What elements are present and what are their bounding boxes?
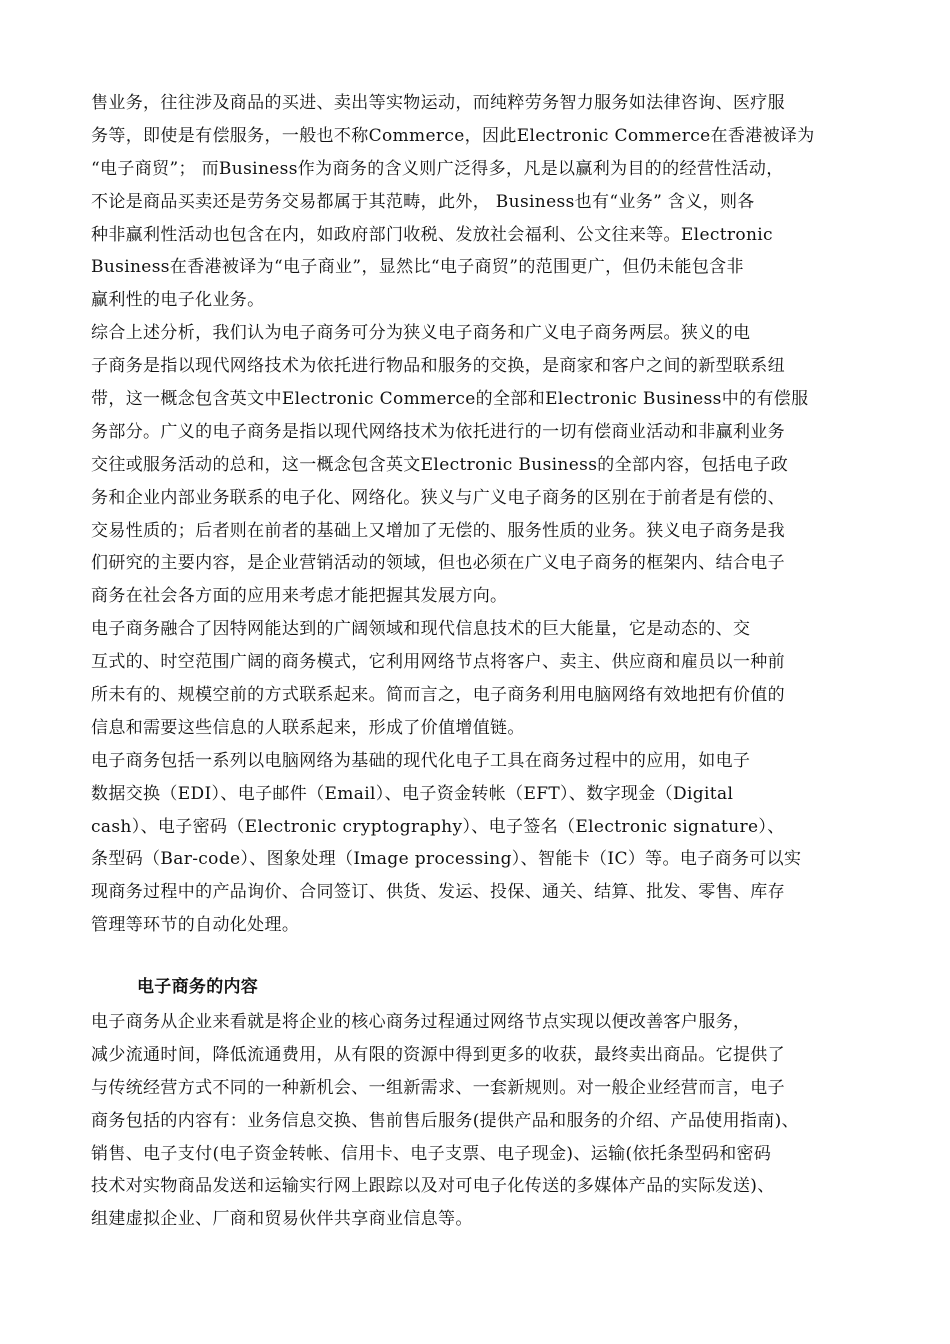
text-line: 减少流通时间，降低流通费用，从有限的资源中得到更多的收获，最终卖出商品。它提供了	[91, 1044, 785, 1065]
text-line: 现商务过程中的产品询价、合同签订、供货、发运、投保、通关、结算、批发、零售、库存	[91, 882, 785, 903]
text-line: 与传统经营方式不同的一种新机会、一组新需求、一套新规则。对一般企业经营而言，电子	[91, 1077, 785, 1098]
text-line: 商务包括的内容有：业务信息交换、售前售后服务(提供产品和服务的介绍、产品使用指南)、	[91, 1110, 799, 1131]
text-line: 组建虚拟企业、厂商和贸易伙伴共享商业信息等。	[91, 1209, 473, 1230]
text-line: 数据交换（EDI）、电子邮件（Email）、电子资金转帐（EFT）、数字现金（Digital	[91, 783, 734, 804]
text-line: 务部分。广义的电子商务是指以现代网络技术为依托进行的一切有偿商业活动和非赢利业务	[91, 421, 785, 442]
text-line: 条型码（Bar-code）、图象处理（Image processing）、智能卡（IC）等。电子商务可以实	[91, 849, 802, 870]
section-heading: 电子商务的内容	[137, 977, 259, 997]
text-line: 们研究的主要内容，是企业营销活动的领域，但也必须在广义电子商务的框架内、结合电子	[91, 553, 785, 574]
text-line: 电子商务融合了因特网能达到的广阔领域和现代信息技术的巨大能量，它是动态的、交	[91, 619, 751, 640]
text-line: 互式的、时空范围广阔的商务模式，它利用网络节点将客户、卖主、供应商和雇员以一种前	[91, 652, 785, 673]
text-line: 售业务，往往涉及商品的买进、卖出等实物运动，而纯粹劳务智力服务如法律咨询、医疗服	[91, 93, 785, 113]
text-line: 种非赢利性活动也包含在内，如政府部门收税、发放社会福利、公文往来等。Electronic	[91, 224, 773, 245]
text-line: 综合上述分析，我们认为电子商务可分为狭义电子商务和广义电子商务两层。狭义的电	[91, 323, 751, 344]
text-line: 交往或服务活动的总和，这一概念包含英文Electronic Business的全部内容，包括电子政	[91, 454, 789, 475]
text-line: 子商务是指以现代网络技术为依托进行物品和服务的交换，是商家和客户之间的新型联系纽	[91, 356, 785, 377]
text-line: 电子商务从企业来看就是将企业的核心商务过程通过网络节点实现以便改善客户服务，	[91, 1012, 751, 1032]
text-line: 信息和需要这些信息的人联系起来，形成了价值增值链。	[91, 717, 525, 738]
text-line: 管理等环节的自动化处理。	[91, 915, 300, 936]
body-text-section-2	[91, 1006, 861, 1236]
text-line: “电子商贸”； 而Business作为商务的含义则广泛得多，凡是以赢利为目的的经营性活动，	[91, 158, 784, 179]
text-line: 所未有的、规模空前的方式联系起来。简而言之，电子商务利用电脑网络有效地把有价值的	[91, 685, 785, 706]
text-line: 务等，即使是有偿服务，一般也不称Commerce，因此Electronic Commerce在香港被译为	[91, 125, 815, 146]
text-line: 交易性质的；后者则在前者的基础上又增加了无偿的、服务性质的业务。狭义电子商务是我	[91, 520, 785, 541]
text-line: 赢利性的电子化业务。	[91, 290, 265, 311]
text-line: 务和企业内部业务联系的电子化、网络化。狭义与广义电子商务的区别在于前者是有偿的、	[91, 487, 785, 508]
text-line: cash）、电子密码（Electronic cryptography）、电子签名（Electronic signature）、	[91, 816, 785, 837]
text-line: 不论是商品买卖还是劳务交易都属于其范畴，此外， Business也有“业务” 含义，则各	[91, 191, 755, 212]
text-line: 带，这一概念包含英文中Electronic Commerce的全部和Electronic Business中的有偿服	[91, 389, 809, 410]
text-line: 商务在社会各方面的应用来考虑才能把握其发展方向。	[91, 586, 508, 607]
text-line: Business在香港被译为“电子商业”，显然比“电子商贸”的范围更广，但仍未能包含非	[91, 257, 744, 278]
text-line: 电子商务包括一系列以电脑网络为基础的现代化电子工具在商务过程中的应用，如电子	[91, 750, 751, 771]
text-line: 销售、电子支付(电子资金转帐、信用卡、电子支票、电子现金)、运输(依托条型码和密码	[91, 1143, 772, 1164]
text-line: 技术对实物商品发送和运输实行网上跟踪以及对可电子化传送的多媒体产品的实际发送)、	[91, 1176, 775, 1197]
body-text-section-1	[91, 87, 861, 942]
